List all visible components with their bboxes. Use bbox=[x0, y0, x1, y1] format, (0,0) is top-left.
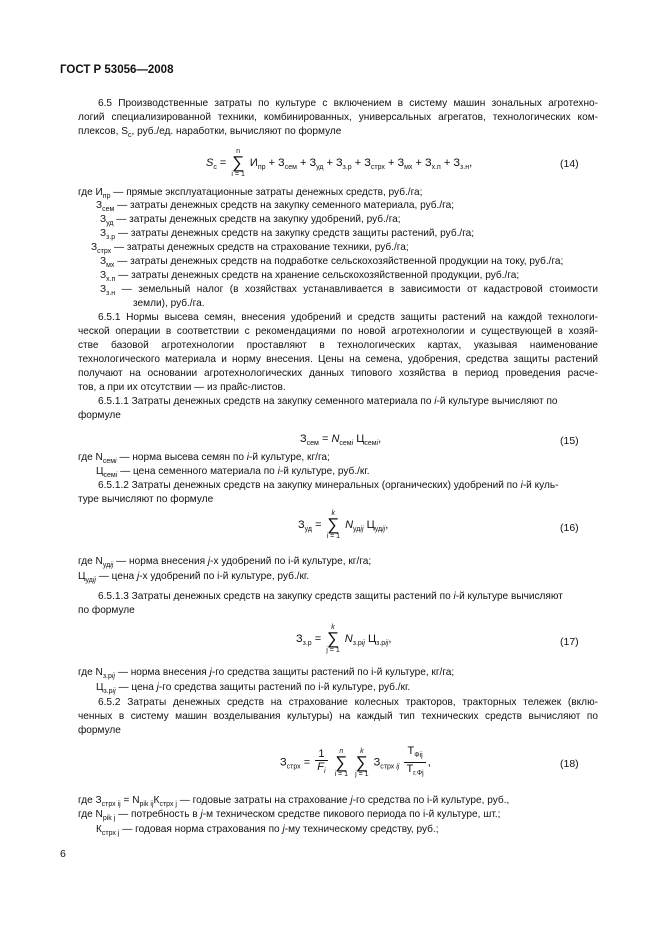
def-14-2: $З_{сем}$ — затраты денежных средств на закупку семенного материала, руб./га; bbox=[96, 200, 455, 213]
paragraph-6-5-1-2-line-1: 6.5.1.2 Затраты денежных средств на закупку минеральных (органических) удобрений по i-й куль- bbox=[98, 480, 559, 491]
paragraph-6-5-1-3-line-2: по формуле bbox=[78, 605, 135, 616]
formula-14: $S_с$ = n ∑ i = 1 $И_{пр} + З_{сем} + З_{уд} + З_{з.р} + З_{стрх} + З_{мх} + З_{х.п} + З_{з.н}$, bbox=[206, 148, 473, 178]
equation-number-18: (18) bbox=[560, 758, 579, 770]
def-14-9: земли), руб./га. bbox=[133, 298, 205, 309]
paragraph-6-5-1-line-2: ческой операции в соответствии с рекомендациями по новой агротехнологии и существующей в хозяй- bbox=[78, 326, 598, 337]
sum-symbol: k ∑ j = 1 bbox=[355, 747, 369, 778]
sum-symbol: k ∑ i = 1 bbox=[326, 510, 341, 540]
def-18-3: $К_{стрх j}$ — годовая норма страхования по j-му техническому средству, руб.; bbox=[96, 824, 439, 837]
page-number: 6 bbox=[60, 848, 66, 860]
sum-symbol: n ∑ i = 1 bbox=[334, 747, 349, 778]
formula-15: $З_{сем} = N_{семi}$ $Ц_{семi}$, bbox=[300, 433, 382, 447]
sum-symbol: k ∑ j = 1 bbox=[326, 624, 340, 654]
def-14-4: $З_{з.р}$ — затраты денежных средств на закупку средств защиты растений, руб./га; bbox=[100, 228, 475, 241]
def-14-3: $З_{уд}$ — затраты денежных средств на закупку удобрений, руб./га; bbox=[100, 214, 401, 227]
equation-number-17: (17) bbox=[560, 636, 579, 648]
paragraph-6-5-line-1: 6.5 Производственные затраты по культуре с включением в систему машин зональных агротехно- bbox=[98, 98, 598, 109]
fraction-1-over-F: $\frac{1}{F_i}$ bbox=[317, 747, 326, 775]
paragraph-6-5-1-line-4: технологического материала и норму внесения. Цены на семена, удобрения, средства защиты растений bbox=[78, 354, 598, 365]
paragraph-6-5-2-line-2: ченных в систему машин возделывания культуры) на каждый тип технических средств вычисляют по bbox=[78, 711, 598, 722]
def-15-1: где $N_{семi}$ — норма высева семян по i-й культуре, кг/га; bbox=[78, 452, 330, 465]
paragraph-6-5-1-1-line-2: формуле bbox=[78, 410, 121, 421]
equation-number-15: (15) bbox=[560, 435, 579, 447]
def-14-1: где $И_{пр}$ — прямые эксплуатационные затраты денежных средств, руб./га; bbox=[78, 187, 423, 200]
paragraph-6-5-1-2-line-2: туре вычисляют по формуле bbox=[78, 494, 214, 505]
def-16-1: где $N_{удij}$ — норма внесения j-х удобрений по i-й культуре, кг/га; bbox=[78, 556, 372, 569]
paragraph-6-5-1-line-5: получают на основании агротехнологических данных типового хозяйства в период проведения расче- bbox=[78, 368, 598, 379]
fraction-t: $\frac{Т_{Фij}}{Т_{г.Фj}}$ bbox=[406, 745, 424, 777]
def-17-2: $Ц_{з.рij}$ — цена j-го средства защиты растений по i-й культуре, руб./кг. bbox=[96, 682, 411, 695]
sum-symbol: n ∑ i = 1 bbox=[231, 148, 245, 178]
def-17-1: где $N_{з.рij}$ — норма внесения j-го средства защиты растений по i-й культуре, кг/га; bbox=[78, 667, 455, 680]
equation-number-14: (14) bbox=[560, 158, 579, 170]
formula-18: $З_{стрх}$ = $\frac{1}{F_i}$ n ∑ i = 1 k ∑ j = 1 $З_{стрх ij}$ $\frac{Т_{Фij}}{Т_{г.Фj}}$ , bbox=[280, 745, 431, 780]
paragraph-6-5-line-2: логий специализированной техники, комбинированных, универсальных агрегатов, технологических ком- bbox=[78, 112, 598, 123]
paragraph-6-5-1-line-6: тов, а при их отсутствии — из прайс-листов. bbox=[78, 382, 286, 393]
def-14-8: $З_{з.н}$ — земельный налог (в хозяйствах устанавливается в зависимости от кадастровой стоимости bbox=[100, 284, 599, 297]
def-14-5: $З_{стрх}$ — затраты денежных средств на страхование техники, руб./га; bbox=[91, 242, 409, 255]
def-18-1: где $З_{стрх ij} = N_{pik ij}К_{стрх j}$ — годовые затраты на страхование j-го средства по i-й культуре, руб., bbox=[78, 795, 510, 808]
paragraph-6-5-line-3: плексов, $S_с$, руб./ед. наработки, вычисляют по формуле bbox=[78, 126, 342, 139]
equation-number-16: (16) bbox=[560, 522, 579, 534]
def-16-2: $Ц_{удij}$ — цена j-х удобрений по i-й культуре, руб./кг. bbox=[78, 571, 310, 584]
formula-16: $З_{уд}$ = k ∑ i = 1 $N_{удij}$ $Ц_{удij}$, bbox=[298, 510, 389, 540]
paragraph-6-5-2-line-1: 6.5.2 Затраты денежных средств на страхование колесных тракторов, тракторных тележек (вклю- bbox=[98, 697, 598, 708]
formula-17: $З_{з.р}$ = k ∑ j = 1 $N_{з.рij}$ $Ц_{з.рij}$, bbox=[296, 624, 392, 654]
def-14-6: $З_{мх}$ — затраты денежных средств на подработке сельскохозяйственной продукции на току, руб./га; bbox=[100, 256, 564, 269]
paragraph-6-5-1-line-1: 6.5.1 Нормы высева семян, внесения удобрений и средств защиты растений на каждой технологи- bbox=[98, 312, 598, 323]
def-15-2: $Ц_{семi}$ — цена семенного материала по i-й культуре, руб./кг. bbox=[96, 466, 370, 479]
paragraph-6-5-1-3-line-1: 6.5.1.3 Затраты денежных средств на закупку средств защиты растений по i-й культуре вычисляют bbox=[98, 591, 563, 602]
page-header: ГОСТ Р 53056—2008 bbox=[60, 64, 174, 76]
paragraph-6-5-2-line-3: формуле bbox=[78, 725, 121, 736]
def-14-7: $З_{х.п}$ — затраты денежных средств на хранение сельскохозяйственной продукции, руб./га; bbox=[100, 270, 520, 283]
paragraph-6-5-1-line-3: стве базовой агротехнологии проставляют в технологических картах, указывая наименование bbox=[78, 340, 598, 351]
paragraph-6-5-1-1-line-1: 6.5.1.1 Затраты денежных средств на закупку семенного материала по i-й культуре вычисляют по bbox=[98, 396, 558, 407]
def-18-2: где $N_{pik j}$ — потребность в j-м техническом средстве пикового периода по i-й культуре, шт.; bbox=[78, 809, 501, 822]
